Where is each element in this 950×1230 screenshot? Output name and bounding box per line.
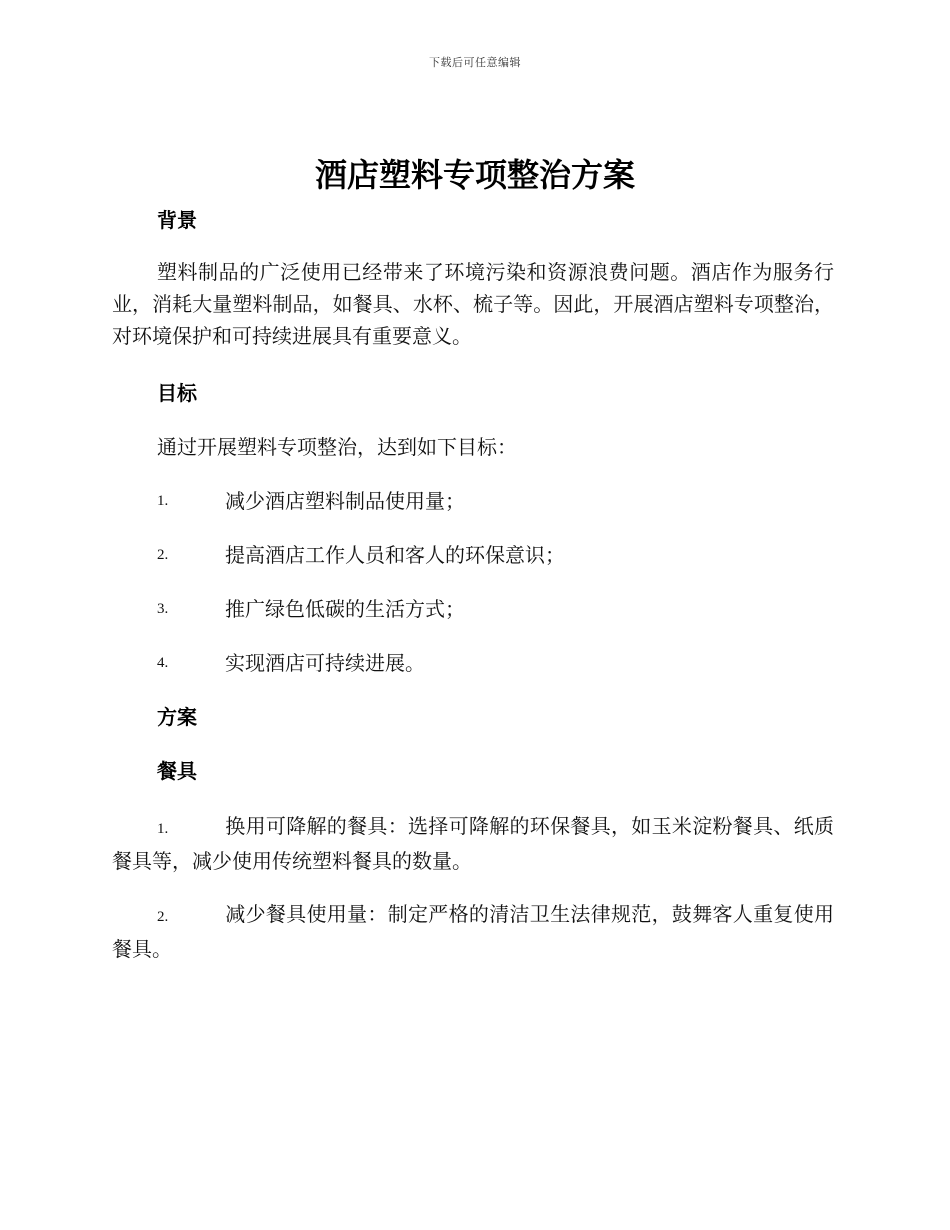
list-number: 4. <box>157 655 169 671</box>
heading-plan: 方案 <box>157 705 197 729</box>
paragraph-background: 塑料制品的广泛使用已经带来了环境污染和资源浪费问题。酒店作为服务行业，消耗大量塑料制品，如餐具、水杯、梳子等。因此，开展酒店塑料专项整治，对环境保护和可持续进展具有重要意义。 <box>112 260 834 348</box>
list-number: 2. <box>157 547 169 563</box>
heading-background: 背景 <box>157 208 197 232</box>
list-text: 提高酒店工作人员和客人的环保意识； <box>225 543 565 567</box>
list-number: 3. <box>157 601 169 617</box>
list-number: 1. <box>157 493 169 509</box>
list-item <box>157 594 834 624</box>
plan-text: 减少餐具使用量：制定严格的清洁卫生法律规范，鼓舞客人重复使用餐具。 <box>112 902 834 961</box>
list-text: 减少酒店塑料制品使用量； <box>225 489 465 513</box>
list-item <box>157 648 834 678</box>
subheading-tableware: 餐具 <box>157 759 197 783</box>
list-item <box>157 486 834 516</box>
list-item <box>157 540 834 570</box>
list-text: 推广绿色低碳的生活方式； <box>225 597 465 621</box>
paragraph-goals-lead: 通过开展塑料专项整治，达到如下目标： <box>157 435 517 459</box>
plan-text: 换用可降解的餐具：选择可降解的环保餐具，如玉米淀粉餐具、纸质餐具等，减少使用传统塑料餐具的数量。 <box>112 814 834 873</box>
plan-item <box>112 898 834 965</box>
heading-goals: 目标 <box>157 381 197 405</box>
header-note: 下载后可任意编辑 <box>429 56 521 69</box>
plan-item <box>112 810 834 877</box>
plan-number: 1. <box>157 821 169 837</box>
list-text: 实现酒店可持续进展。 <box>225 651 425 675</box>
document-title: 酒店塑料专项整治方案 <box>314 156 635 194</box>
plan-number: 2. <box>157 909 169 925</box>
document-body <box>112 205 834 965</box>
